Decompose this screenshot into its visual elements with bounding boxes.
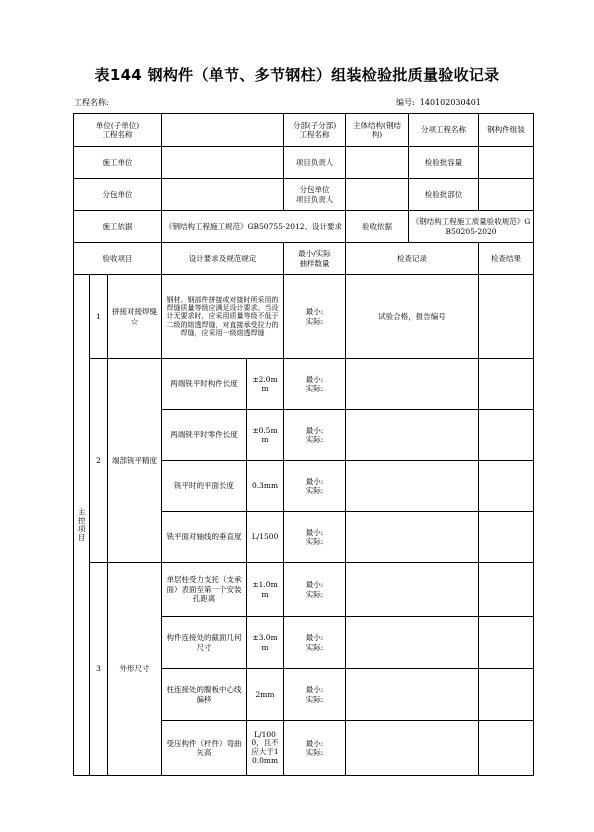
item-3-sub-4-value: L/1000，且不应大于10.0mm [247, 721, 284, 776]
item-2-sub-2-desc: 两端铣平时零件长度 [162, 410, 247, 461]
actual-label: 实际: [305, 694, 324, 704]
item-2-sub-4-value: L/1500 [247, 512, 284, 563]
code-label: 编号: [396, 98, 415, 107]
item-1-sample[interactable] [284, 275, 346, 359]
item-2-sub-3-desc: 铣平时的平面长度 [162, 461, 247, 512]
item-3-sub-2-desc: 构件连接处的截面几何尺寸 [162, 617, 247, 669]
item-2-sub-1-sample[interactable] [284, 359, 346, 410]
item-2-sub-4-sample[interactable] [284, 512, 346, 563]
subcontract-manager-value[interactable] [346, 179, 409, 211]
item-3-sub-2-result[interactable] [479, 617, 534, 669]
item-3-sub-2-sample[interactable] [284, 617, 346, 669]
item-1-result[interactable] [479, 275, 534, 359]
min-label: 最小: [305, 738, 324, 748]
subunit-name-value: 主体结构(钢结构) [346, 114, 409, 147]
actual-label: 实际: [305, 435, 324, 444]
item-2-no: 2 [90, 359, 108, 563]
item-2-sub-3-record[interactable] [346, 461, 479, 512]
batch-capacity-label: 检验批容量 [409, 147, 479, 179]
item-2-sub-4-desc: 铣平面对轴线的垂直度 [162, 512, 247, 563]
item-1-name: 拼接对接焊缝☆ [108, 275, 162, 359]
item-3-sub-3-desc: 柱连接处的腹板中心线偏移 [162, 669, 247, 721]
item-2-sub-2-record[interactable] [346, 410, 479, 461]
acceptance-basis-label: 验收依据 [346, 211, 409, 243]
item-2-sub-1-desc: 两端铣平时构件长度 [162, 359, 247, 410]
item-2-sub-1-result[interactable] [479, 359, 534, 410]
item-2-sub-2-result[interactable] [479, 410, 534, 461]
item-3-sub-1-record[interactable] [346, 563, 479, 617]
min-label: 最小: [305, 633, 324, 643]
form-code [396, 97, 481, 108]
item-3-sub-2-record[interactable] [346, 617, 479, 669]
item-3-sub-4-record[interactable] [346, 721, 479, 776]
item-2-sub-4-record[interactable] [346, 512, 479, 563]
column-header-spec: 设计要求及规范规定 [162, 243, 284, 275]
item-1-no: 1 [90, 275, 108, 359]
item-1-record: 试验合格，报告编号 [346, 275, 479, 359]
main-control-label: 主控项目 [74, 275, 90, 776]
item-2-sub-3-value: 0.3mm [247, 461, 284, 512]
item-3-sub-3-value: 2mm [247, 669, 284, 721]
item-2-sub-1-value: ±2.0mm [247, 359, 284, 410]
subunit-name-label: 分部(子分部) 工程名称 [284, 114, 346, 147]
project-manager-value[interactable] [346, 147, 409, 179]
min-label: 最小: [305, 425, 324, 435]
item-2-sub-4-result[interactable] [479, 512, 534, 563]
construction-unit-value[interactable] [162, 147, 284, 179]
min-label: 最小: [305, 374, 324, 384]
subitem-name-value: 钢构件组装 [479, 114, 534, 147]
actual-label: 实际: [305, 486, 324, 495]
item-1-spec: 钢材、钢部件拼接或对接时所采用的焊缝质量等级应满足设计要求。当设计无要求时，应采用质量等级不低于二级的熔透焊缝，对直接承受拉力的焊缝，应采用一级熔透焊缝 [162, 275, 284, 359]
project-name-label: 工程名称: [74, 98, 109, 107]
item-3-no: 3 [90, 563, 108, 776]
actual-label: 实际: [305, 316, 324, 326]
actual-label: 实际: [305, 589, 324, 599]
subitem-name-label: 分项工程名称 [409, 114, 479, 147]
item-3-sub-3-sample[interactable] [284, 669, 346, 721]
project-manager-label: 项目负责人 [284, 147, 346, 179]
actual-label: 实际: [305, 748, 324, 757]
form-title: 表144 钢构件（单节、多节钢柱）组装检验批质量验收记录 [94, 66, 500, 84]
subcontract-manager-label: 分包单位 项目负责人 [284, 179, 346, 211]
item-3-sub-4-desc: 受压构件（杆件）弯曲矢高 [162, 721, 247, 776]
construction-basis-value: 《钢结构工程施工规范》GB50755-2012、设计要求 [162, 211, 346, 243]
construction-unit-label: 施工单位 [74, 147, 162, 179]
item-3-name: 外形尺寸 [108, 563, 162, 776]
item-3-sub-3-result[interactable] [479, 669, 534, 721]
construction-basis-label: 施工依据 [74, 211, 162, 243]
min-label: 最小: [305, 685, 324, 695]
item-2-sub-3-result[interactable] [479, 461, 534, 512]
min-label: 最小: [305, 527, 324, 537]
item-2-sub-2-sample[interactable] [284, 410, 346, 461]
item-3-sub-4-result[interactable] [479, 721, 534, 776]
acceptance-table [73, 113, 534, 776]
item-3-sub-3-record[interactable] [346, 669, 479, 721]
min-label: 最小: [305, 580, 324, 590]
column-header-sample: 最小/实际 抽样数量 [284, 243, 346, 275]
acceptance-basis-value: 《钢结构工程施工质量验收规范》GB50205-2020 [409, 211, 534, 243]
batch-location-label: 检验批部位 [409, 179, 479, 211]
column-header-item: 验收项目 [74, 243, 162, 275]
min-label: 最小: [305, 307, 324, 317]
actual-label: 实际: [305, 537, 324, 546]
item-3-sub-1-value: ±1.0mm [247, 563, 284, 617]
item-2-sub-3-sample[interactable] [284, 461, 346, 512]
batch-location-value[interactable] [479, 179, 534, 211]
min-label: 最小: [305, 476, 324, 486]
column-header-result: 检查结果 [479, 243, 534, 275]
subcontract-unit-value[interactable] [162, 179, 284, 211]
batch-capacity-value[interactable] [479, 147, 534, 179]
actual-label: 实际: [305, 384, 324, 393]
item-3-sub-1-desc: 单层柱受力支托（支承面）表面至第一个安装孔距离 [162, 563, 247, 617]
actual-label: 实际: [305, 642, 324, 652]
unit-name-label: 单位(子单位) 工程名称 [74, 114, 162, 147]
unit-name-value[interactable] [162, 114, 284, 147]
item-2-name: 端部铣平精度 [108, 359, 162, 563]
column-header-record: 检查记录 [346, 243, 479, 275]
subcontract-unit-label: 分包单位 [74, 179, 162, 211]
item-3-sub-1-sample[interactable] [284, 563, 346, 617]
code-value: 140102030401 [419, 98, 481, 107]
item-2-sub-2-value: ±0.5mm [247, 410, 284, 461]
item-2-sub-1-record[interactable] [346, 359, 479, 410]
item-3-sub-2-value: ±3.0mm [247, 617, 284, 669]
item-3-sub-4-sample[interactable] [284, 721, 346, 776]
item-3-sub-1-result[interactable] [479, 563, 534, 617]
